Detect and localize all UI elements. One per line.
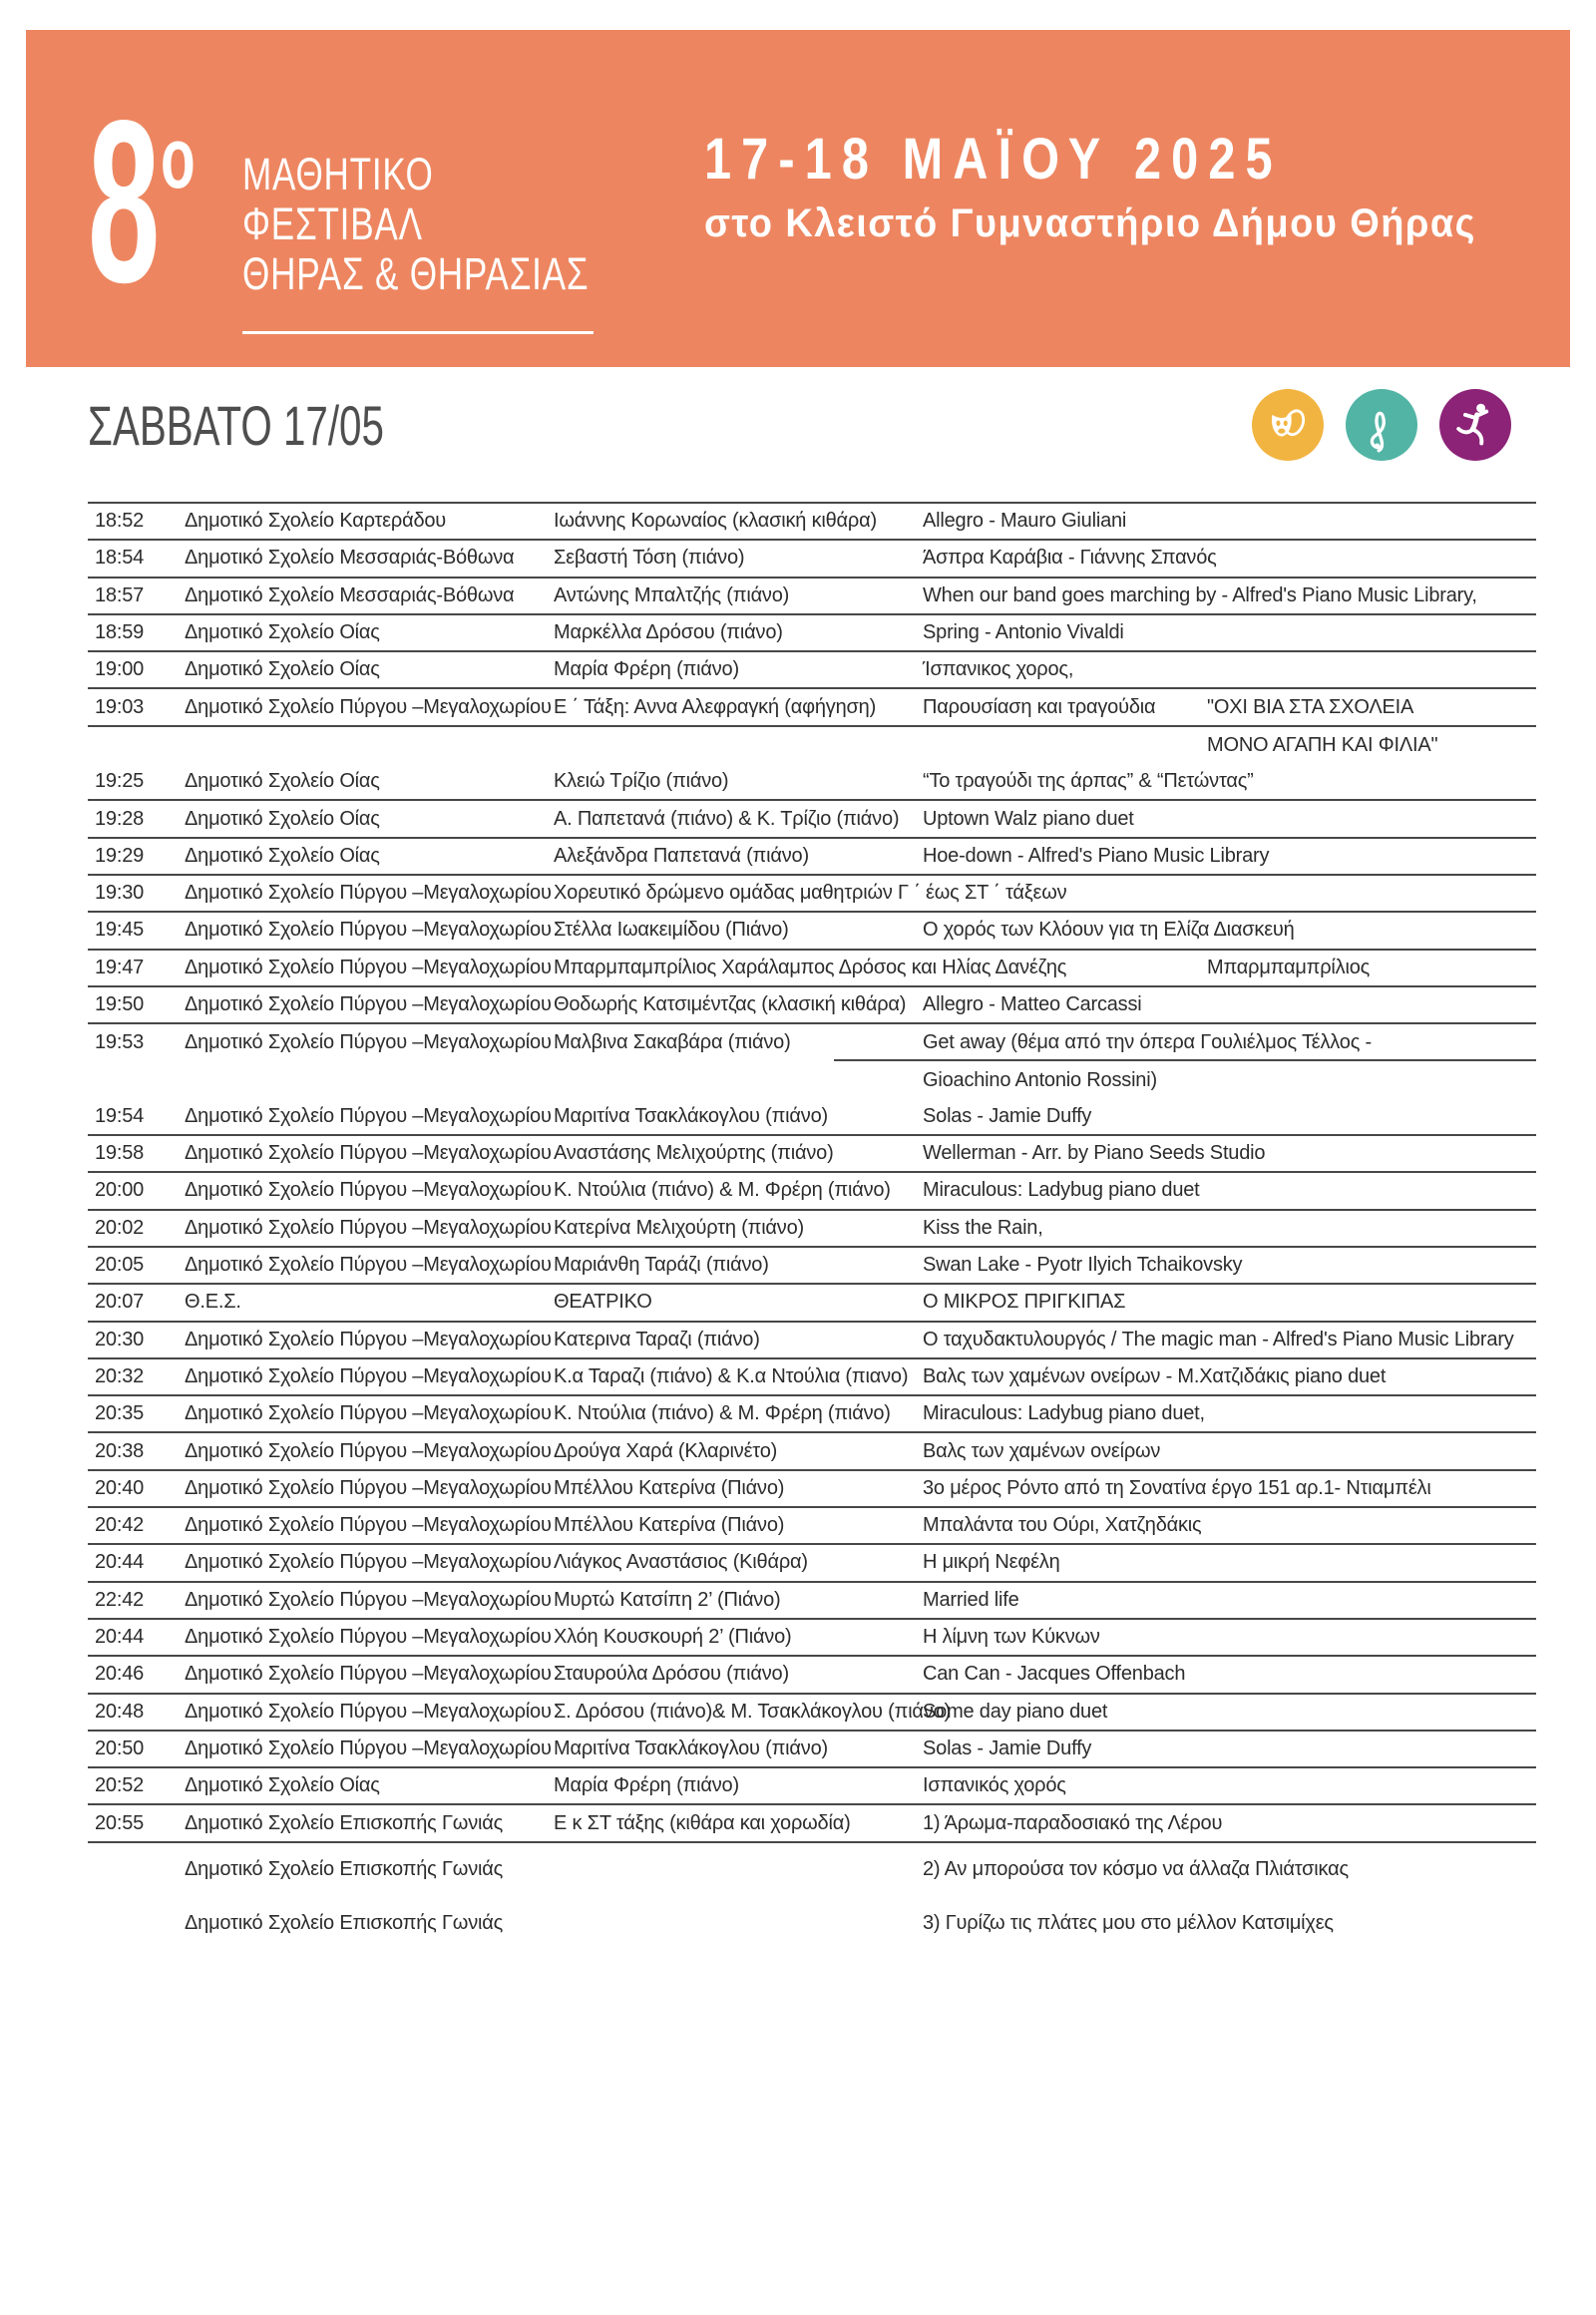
row-time: 20:35 [88, 1396, 185, 1433]
row-piece [923, 1285, 1536, 1322]
row-piece [923, 727, 1536, 764]
schedule-row [88, 1396, 1536, 1433]
row-time: 20:52 [88, 1768, 185, 1805]
row-piece-text: Solas - Jamie Duffy [923, 1104, 1092, 1127]
row-time: 22:42 [88, 1583, 185, 1620]
row-time: 20:42 [88, 1508, 185, 1545]
row-piece [923, 1620, 1536, 1657]
festival-dates: 17-18 ΜΑΪΟΥ 2025 [704, 127, 1283, 192]
row-time: 19:30 [88, 876, 185, 913]
row-school: Δημοτικό Σχολείο Επισκοπής Γωνιάς [185, 1858, 504, 1881]
row-piece-text: Kiss the Rain, [923, 1216, 1043, 1239]
row-school: Δημοτικό Σχολείο Πύργου –Μεγαλοχωρίου [185, 1396, 554, 1433]
row-performer: Χλόη Κουσκουρή 2’ (Πιάνο) [554, 1620, 923, 1657]
row-school: Δημοτικό Σχολείο Πύργου –Μεγαλοχωρίου [185, 1323, 554, 1359]
treble-clef-icon [1346, 389, 1417, 461]
row-performer: Αντώνης Μπαλτζής (πιάνο) [554, 579, 923, 615]
row-piece-text: Allegro - Mauro Giuliani [923, 510, 1127, 533]
row-time: 19:25 [88, 764, 185, 801]
theater-masks-icon [1252, 389, 1324, 461]
row-piece [923, 652, 1536, 689]
row-piece [923, 1359, 1536, 1396]
row-school: Δημοτικό Σχολείο Πύργου –Μεγαλοχωρίου [185, 1657, 554, 1694]
edition-number: 8 [88, 73, 161, 331]
row-performer: Θοδωρής Κατσιμέντζας (κλασική κιθάρα) [554, 987, 923, 1024]
row-piece-extra: Μπαρμπαμπρίλιος [1207, 956, 1371, 978]
row-performer: Ε ΄ Τάξη: Αννα Αλεφραγκή (αφήγηση) [554, 689, 923, 726]
row-piece [923, 1396, 1536, 1433]
row-piece-text: Gioachino Antonio Rossini) [923, 1068, 1157, 1091]
row-time: 20:30 [88, 1323, 185, 1359]
row-piece [923, 1657, 1536, 1694]
row-piece [923, 1545, 1536, 1582]
row-school: Δημοτικό Σχολείο Πύργου –Μεγαλοχωρίου [185, 951, 554, 987]
row-performer: Α. Παπετανά (πιάνο) & Κ. Τρίζιο (πιάνο) [554, 801, 923, 838]
festival-venue: στο Κλειστό Γυμναστήριο Δήμου Θήρας [704, 201, 1476, 245]
row-performer: Κ. Ντούλια (πιάνο) & Μ. Φρέρη (πιάνο) [554, 1173, 923, 1210]
dancer-icon [1439, 389, 1511, 461]
schedule-row [88, 1805, 1536, 1842]
row-piece [923, 1173, 1536, 1210]
row-school: Δημοτικό Σχολείο Οίας [185, 615, 554, 652]
row-piece [923, 1061, 1536, 1098]
row-piece [923, 839, 1536, 876]
row-piece-text: Παρουσίαση και τραγούδια [923, 695, 1156, 718]
schedule-row [88, 504, 1536, 541]
row-piece [923, 1248, 1536, 1285]
row-school: Δημοτικό Σχολείο Πύργου –Μεγαλοχωρίου [185, 1433, 554, 1470]
row-time: 20:55 [88, 1805, 185, 1842]
row-piece-text: Ο ταχυδακτυλουργός / The magic man - Alfred's Piano Music Library [923, 1328, 1514, 1350]
row-piece-text: Μπαλάντα του Ούρι, Χατζηδάκις [923, 1514, 1202, 1537]
row-school: Δημοτικό Σχολείο Πύργου –Μεγαλοχωρίου [185, 1173, 554, 1210]
row-time [88, 1897, 185, 1951]
row-piece [923, 1211, 1536, 1248]
row-piece [923, 1323, 1536, 1359]
title-underline [242, 331, 594, 334]
row-piece-text: Η μικρή Νεφέλη [923, 1551, 1060, 1574]
row-school: Δημοτικό Σχολείο Πύργου –Μεγαλοχωρίου [185, 1583, 554, 1620]
schedule-row [88, 1173, 1536, 1210]
row-performer: Ε κ ΣΤ τάξης (κιθάρα και χορωδία) [554, 1805, 923, 1842]
row-piece-text: Άσπρα Καράβια - Γιάννης Σπανός [923, 547, 1217, 570]
row-piece [923, 1805, 1536, 1842]
row-school: Δημοτικό Σχολείο Οίας [185, 764, 554, 801]
row-school: Δημοτικό Σχολείο Επισκοπής Γωνιάς [185, 1805, 554, 1842]
row-school: Δημοτικό Σχολείο Οίας [185, 839, 554, 876]
row-piece-text: 1) Άρωμα-παραδοσιακό της Λέρου [923, 1811, 1223, 1834]
row-piece-text: Swan Lake - Pyotr Ilyich Tchaikovsky [923, 1254, 1243, 1277]
row-piece-text: Solas - Jamie Duffy [923, 1736, 1092, 1759]
row-school [185, 1061, 554, 1098]
schedule-row [88, 1359, 1536, 1396]
row-piece-text: Get away (θέμα από την όπερα Γουλιέλμος Τέλλος - [923, 1031, 1372, 1054]
schedule-table [88, 502, 1536, 1951]
row-time: 19:50 [88, 987, 185, 1024]
row-performer: Στέλλα Ιωακειμίδου (Πιάνο) [554, 913, 923, 950]
festival-header-banner [26, 30, 1570, 367]
row-school: Δημοτικό Σχολείο Μεσσαριάς-Βόθωνα [185, 541, 554, 578]
row-time: 20:46 [88, 1657, 185, 1694]
row-performer: Αλεξάνδρα Παπετανά (πιάνο) [554, 839, 923, 876]
row-time: 20:00 [88, 1173, 185, 1210]
row-piece-text: When our band goes marching by - Alfred's Piano Music Library, [923, 583, 1477, 606]
schedule-row [88, 1471, 1536, 1508]
row-time [88, 727, 185, 764]
schedule-row [88, 1620, 1536, 1657]
row-performer: Μπαρμπαμπρίλιος Χαράλαμπος Δρόσος και Ηλίας Δανέζης [554, 951, 923, 987]
row-performer: Σταυρούλα Δρόσου (πιάνο) [554, 1657, 923, 1694]
row-time: 20:50 [88, 1732, 185, 1768]
row-piece-text: Can Can - Jacques Offenbach [923, 1663, 1186, 1686]
row-school: Δημοτικό Σχολείο Οίας [185, 1768, 554, 1805]
row-piece [923, 1768, 1536, 1805]
row-piece-text: 3ο μέρος Ρόντο από τη Σονατίνα έργο 151 αρ.1- Ντιαμπέλι [923, 1476, 1431, 1499]
schedule-row [88, 541, 1536, 578]
row-time: 19:03 [88, 689, 185, 726]
row-time: 20:07 [88, 1285, 185, 1322]
row-piece [923, 951, 1536, 987]
row-performer: Μαρία Φρέρη (πιάνο) [554, 652, 923, 689]
schedule-row [88, 1732, 1536, 1768]
schedule-row [88, 951, 1536, 987]
row-piece-text: Ισπανικός χορός [923, 1774, 1066, 1797]
row-time: 19:54 [88, 1099, 185, 1136]
row-school [185, 727, 554, 764]
row-time: 20:48 [88, 1695, 185, 1732]
edition-suffix: ο [161, 111, 196, 206]
row-performer: Κατερίνα Μελιχούρτη (πιάνο) [554, 1211, 923, 1248]
row-school: Δημοτικό Σχολείο Επισκοπής Γωνιάς [185, 1912, 504, 1935]
row-performer: Ιωάννης Κορωναίος (κλασική κιθάρα) [554, 504, 923, 541]
schedule-row [88, 727, 1536, 764]
row-piece-text: 2) Αν μπορούσα τον κόσμο να άλλαζα Πλιάτσικας [923, 1858, 1349, 1881]
row-piece-text: Uptown Walz piano duet [923, 807, 1134, 830]
row-school: Δημοτικό Σχολείο Πύργου –Μεγαλοχωρίου [185, 1732, 554, 1768]
schedule-row [88, 876, 1536, 913]
schedule-row [88, 1695, 1536, 1732]
row-piece [923, 689, 1536, 726]
row-time: 20:02 [88, 1211, 185, 1248]
row-time: 19:53 [95, 1031, 145, 1054]
festival-title-line-1: ΜΑΘΗΤΙΚΟ [242, 149, 434, 199]
row-piece [923, 541, 1536, 578]
row-school: Δημοτικό Σχολείο Πύργου –Μεγαλοχωρίου [185, 1359, 554, 1396]
schedule-row [88, 913, 1536, 950]
row-piece [923, 764, 1536, 801]
schedule-row [88, 1323, 1536, 1359]
row-school: Δημοτικό Σχολείο Πύργου –Μεγαλοχωρίου [185, 1471, 554, 1508]
schedule-row [88, 1508, 1536, 1545]
schedule-row [88, 689, 1536, 726]
festival-title-line-3: ΘΗΡΑΣ & ΘΗΡΑΣΙΑΣ [242, 248, 590, 299]
row-school: Δημοτικό Σχολείο Πύργου –Μεγαλοχωρίου [185, 1248, 554, 1285]
festival-title-line-2: ΦΕΣΤΙΒΑΛ [242, 198, 423, 249]
schedule-row [88, 1136, 1536, 1173]
row-time: 19:00 [88, 652, 185, 689]
schedule-row [88, 1583, 1536, 1620]
row-performer: Μπέλλου Κατερίνα (Πιάνο) [554, 1471, 923, 1508]
schedule-row [88, 579, 1536, 615]
row-performer: Κ. Ντούλια (πιάνο) & Μ. Φρέρη (πιάνο) [554, 1396, 923, 1433]
schedule-row [88, 1545, 1536, 1582]
row-school: Δημοτικό Σχολείο Πύργου –Μεγαλοχωρίου [185, 1136, 554, 1173]
row-school: Δημοτικό Σχολείο Μεσσαριάς-Βόθωνα [185, 579, 554, 615]
row-time: 20:44 [88, 1620, 185, 1657]
festival-title [242, 150, 589, 299]
row-performer: ΘΕΑΤΡΙΚΟ [554, 1285, 923, 1322]
row-time: 20:44 [88, 1545, 185, 1582]
row-school: Δημοτικό Σχολείο Πύργου –Μεγαλοχωρίου [185, 1211, 554, 1248]
row-piece [923, 1471, 1536, 1508]
schedule-row [88, 1061, 1536, 1098]
row-school: Δημοτικό Σχολείο Πύργου –Μεγαλοχωρίου [185, 987, 554, 1024]
row-piece [923, 987, 1536, 1024]
row-piece-text: Allegro - Matteo Carcassi [923, 993, 1142, 1015]
row-performer: Μπέλλου Κατερίνα (Πιάνο) [554, 1508, 923, 1545]
row-piece-text: Spring - Antonio Vivaldi [923, 621, 1124, 644]
row-time: 19:58 [88, 1136, 185, 1173]
row-piece-text: 3) Γυρίζω τις πλάτες μου στο μέλλον Κατσιμίχες [923, 1912, 1334, 1935]
row-school: Δημοτικό Σχολείο Πύργου –Μεγαλοχωρίου [185, 1695, 554, 1732]
row-time: 20:38 [88, 1433, 185, 1470]
row-piece-text: Βαλς των χαμένων ονείρων - Μ.Χατζιδάκις piano duet [923, 1364, 1387, 1387]
schedule-row [88, 801, 1536, 838]
schedule-row [88, 764, 1536, 801]
row-piece [923, 913, 1536, 950]
day-title: ΣΑΒΒΑΤΟ 17/05 [88, 394, 384, 457]
row-school: Δημοτικό Σχολείο Πύργου –Μεγαλοχωρίου [185, 1508, 554, 1545]
schedule-row [88, 839, 1536, 876]
row-school: Δημοτικό Σχολείο Πύργου –Μεγαλοχωρίου [185, 689, 554, 726]
row-time [88, 1061, 185, 1098]
row-performer: Κλειώ Τρίζιο (πιάνο) [554, 764, 923, 801]
row-piece-text: Miraculous: Ladybug piano duet, [923, 1402, 1205, 1425]
row-performer: Δρούγα Χαρά (Κλαρινέτο) [554, 1433, 923, 1470]
row-piece-text: Η λίμνη των Κύκνων [923, 1626, 1100, 1649]
row-piece-text: Miraculous: Ladybug piano duet [923, 1179, 1200, 1202]
row-time: 20:40 [88, 1471, 185, 1508]
row-school: Θ.Ε.Σ. [185, 1285, 554, 1322]
row-school: Δημοτικό Σχολείο Πύργου –Μεγαλοχωρίου [185, 1545, 554, 1582]
row-piece [923, 801, 1536, 838]
schedule-row [88, 1897, 1536, 1951]
row-time: 19:29 [88, 839, 185, 876]
schedule-row [88, 1285, 1536, 1322]
schedule-row [88, 1211, 1536, 1248]
row-piece [923, 1897, 1536, 1951]
row-piece [923, 1433, 1536, 1470]
row-school: Δημοτικό Σχολείο Οίας [185, 801, 554, 838]
row-piece [923, 1583, 1536, 1620]
row-school: Δημοτικό Σχολείο Πύργου –Μεγαλοχωρίου [185, 913, 554, 950]
row-performer: Μαρία Φρέρη (πιάνο) [554, 1768, 923, 1805]
schedule-row [88, 1843, 1536, 1897]
row-time: 18:54 [88, 541, 185, 578]
row-piece-text: Married life [923, 1588, 1019, 1611]
row-performer: Χορευτικό δρώμενο ομάδας μαθητριών Γ ΄ έως ΣΤ ΄ τάξεων [554, 876, 923, 913]
row-piece-extra: "ΟΧΙ ΒΙΑ ΣΤΑ ΣΧΟΛΕΙΑ [1207, 695, 1414, 718]
festival-edition-logo [88, 73, 213, 331]
row-school: Δημοτικό Σχολείο Καρτεράδου [185, 504, 554, 541]
row-piece [923, 1508, 1536, 1545]
row-time: 20:32 [88, 1359, 185, 1396]
row-piece-text: Some day piano duet [923, 1700, 1108, 1723]
row-performer: Μυρτώ Κατσίπη 2’ (Πιάνο) [554, 1583, 923, 1620]
schedule-row [88, 987, 1536, 1024]
row-time: 19:28 [88, 801, 185, 838]
schedule-row [88, 1768, 1536, 1805]
row-piece-text: Ο ΜΙΚΡΟΣ ΠΡΙΓΚΙΠΑΣ [923, 1291, 1126, 1314]
row-piece [923, 615, 1536, 652]
row-school: Δημοτικό Σχολείο Οίας [185, 652, 554, 689]
row-piece [923, 504, 1536, 541]
row-performer: Μαρκέλλα Δρόσου (πιάνο) [554, 615, 923, 652]
row-performer: Μαριάνθη Ταράζι (πιάνο) [554, 1248, 923, 1285]
row-piece [923, 579, 1536, 615]
row-time: 20:05 [88, 1248, 185, 1285]
row-school: Δημοτικό Σχολείο Πύργου –Μεγαλοχωρίου [185, 1099, 554, 1136]
row-time: 18:57 [88, 579, 185, 615]
row-piece [923, 1099, 1536, 1136]
row-piece [923, 1732, 1536, 1768]
row-performer: Μαλβινα Σακαβάρα (πιάνο) [554, 1031, 791, 1054]
row-performer: Κ.α Ταραζι (πιάνο) & Κ.α Ντούλια (πιανο) [554, 1359, 923, 1396]
row-piece-extra: ΜΟΝΟ ΑΓΑΠΗ ΚΑΙ ΦΙΛΙΑ" [1207, 733, 1438, 756]
row-piece-text: Hoe-down - Alfred's Piano Music Library [923, 844, 1270, 867]
row-time: 19:45 [88, 913, 185, 950]
row-piece [923, 1843, 1536, 1897]
schedule-row [88, 652, 1536, 689]
row-school: Δημοτικό Σχολείο Πύργου –Μεγαλοχωρίου [185, 1620, 554, 1657]
schedule-row [88, 1024, 1536, 1061]
row-piece-text: “Το τραγούδι της άρπας” & “Πετώντας” [923, 770, 1254, 793]
row-time: 18:52 [88, 504, 185, 541]
schedule-row [88, 615, 1536, 652]
row-piece-text: Βαλς των χαμένων ονείρων [923, 1439, 1161, 1462]
row-performer: Κατερινα Ταραζι (πιάνο) [554, 1323, 923, 1359]
schedule-row [88, 1657, 1536, 1694]
schedule-row [88, 1248, 1536, 1285]
row-piece-text: Ο χορός των Κλόουν για τη Ελίζα Διασκευή [923, 919, 1295, 942]
row-performer [554, 1061, 923, 1098]
row-piece [923, 1024, 1536, 1061]
row-piece [923, 1695, 1536, 1732]
row-performer: Αναστάσης Μελιχούρτης (πιάνο) [554, 1136, 923, 1173]
row-performer [554, 727, 923, 764]
schedule-row [88, 1433, 1536, 1470]
row-performer: Μαριτίνα Τσακλάκογλου (πιάνο) [554, 1099, 923, 1136]
row-time: 18:59 [88, 615, 185, 652]
row-performer: Σεβαστή Τόση (πιάνο) [554, 541, 923, 578]
category-icons [1252, 389, 1511, 461]
row-performer [554, 1843, 923, 1897]
row-school: Δημοτικό Σχολείο Πύργου –Μεγαλοχωρίου [185, 876, 554, 913]
row-piece-text: Ίσπανικος χορος, [923, 658, 1074, 681]
row-performer: Λιάγκος Αναστάσιος (Κιθάρα) [554, 1545, 923, 1582]
schedule-row [88, 1099, 1536, 1136]
row-time: 19:47 [88, 951, 185, 987]
row-performer [554, 1897, 923, 1951]
row-school: Δημοτικό Σχολείο Πύργου –Μεγαλοχωρίου [185, 1031, 552, 1054]
row-piece [923, 1136, 1536, 1173]
row-time [88, 1843, 185, 1897]
row-performer: Μαριτίνα Τσακλάκογλου (πιάνο) [554, 1732, 923, 1768]
row-piece-text: Wellerman - Arr. by Piano Seeds Studio [923, 1142, 1266, 1165]
row-performer: Σ. Δρόσου (πιάνο)& Μ. Τσακλάκογλου (πιάνο) [554, 1695, 923, 1732]
row-piece [923, 876, 1536, 913]
